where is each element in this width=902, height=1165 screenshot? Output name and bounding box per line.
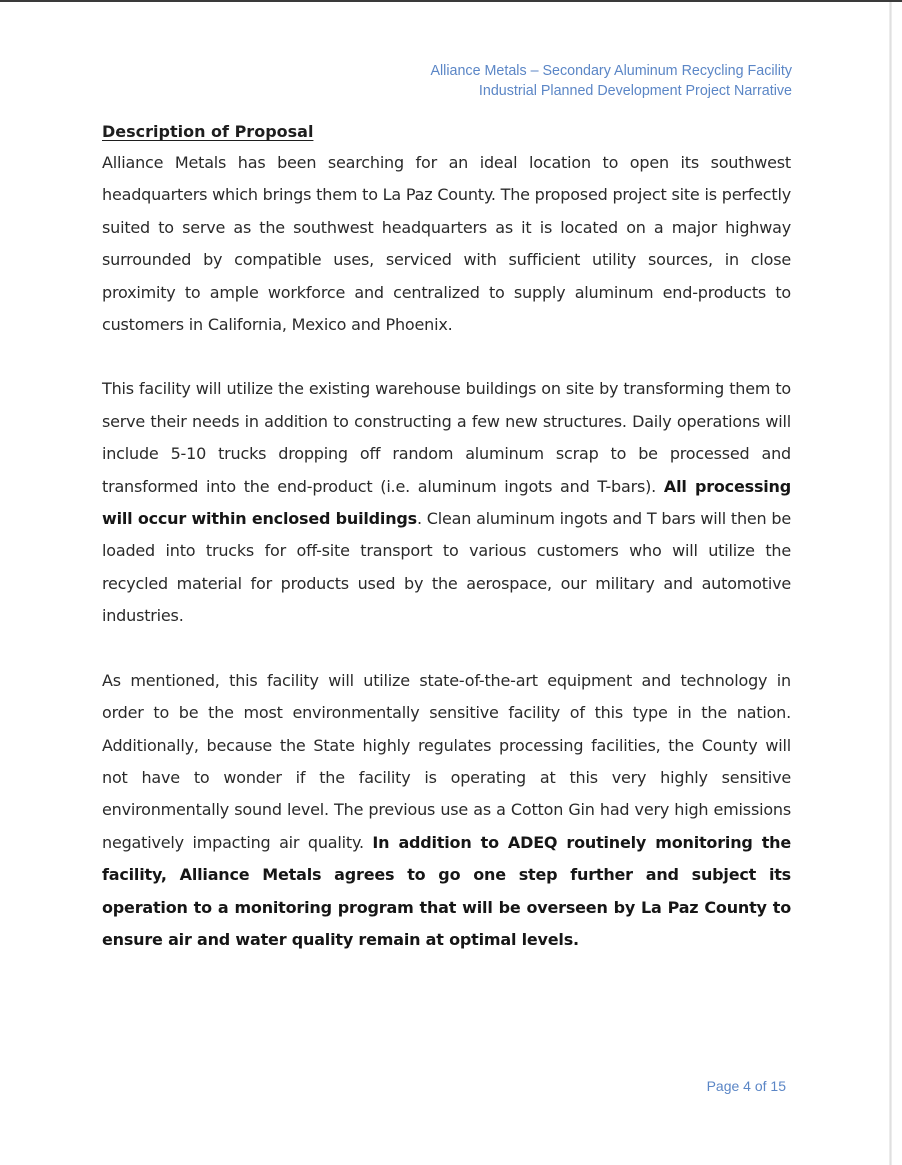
running-header [430,61,792,101]
paragraph-operations-text-a: This facility will utilize the existing warehouse buildings on site by transforming them to serve their needs in addition to constructing a few new structures. Daily operations will include 5-10 trucks dropping off random aluminum scrap to be processed and transformed into the end-product (i.e. aluminum ingots and T-bars). [102,379,791,496]
paragraph-environment-emphasis: In addition to ADEQ routinely monitoring the facility, Alliance Metals agrees to go one step further and subject its operation to a monitoring program that will be overseen by La Paz County to ensure air and water quality remain at optimal levels. [102,832,791,949]
paragraph-environment-text: As mentioned, this facility will utilize state-of-the-art equipment and technology in order to be the most environmentally sensitive facility of this type in the nation. Additionally, because the State highly regulates processing facilities, the County will not have to wonder if the facility is operating at this very highly sensitive environmentally sound level. The previous use as a Cotton Gin had very high emissions negatively impacting air quality. [102,670,791,852]
header-line-title: Alliance Metals – Secondary Aluminum Recycling Facility [430,63,792,79]
paragraph-environment [102,665,791,957]
paragraph-operations-text-b: . Clean aluminum ingots and T bars will then be loaded into trucks for off-site transport to various customers who will utilize the recycled material for products used by the aerospace, our military and automotive industries. [102,509,791,626]
paragraph-intro: Alliance Metals has been searching for an ideal location to open its southwest headquarters which brings them to La Paz County. The proposed project site is perfectly suited to serve as the southwest headquarters as it is located on a major highway surrounded by compatible uses, serviced with sufficient utility sources, in close proximity to ample workforce and centralized to supply aluminum end-products to customers in California, Mexico and Phoenix. [102,153,791,335]
section-heading: Description of Proposal [102,122,314,141]
paragraph-operations [102,373,791,632]
header-line-subtitle: Industrial Planned Development Project Narrative [478,83,792,99]
page-edge-shadow [889,2,892,1165]
paragraph-operations-emphasis: All processing will occur within enclosed buildings [102,476,791,529]
document-body [102,119,791,956]
page-number: Page 4 of 15 [706,1078,786,1094]
